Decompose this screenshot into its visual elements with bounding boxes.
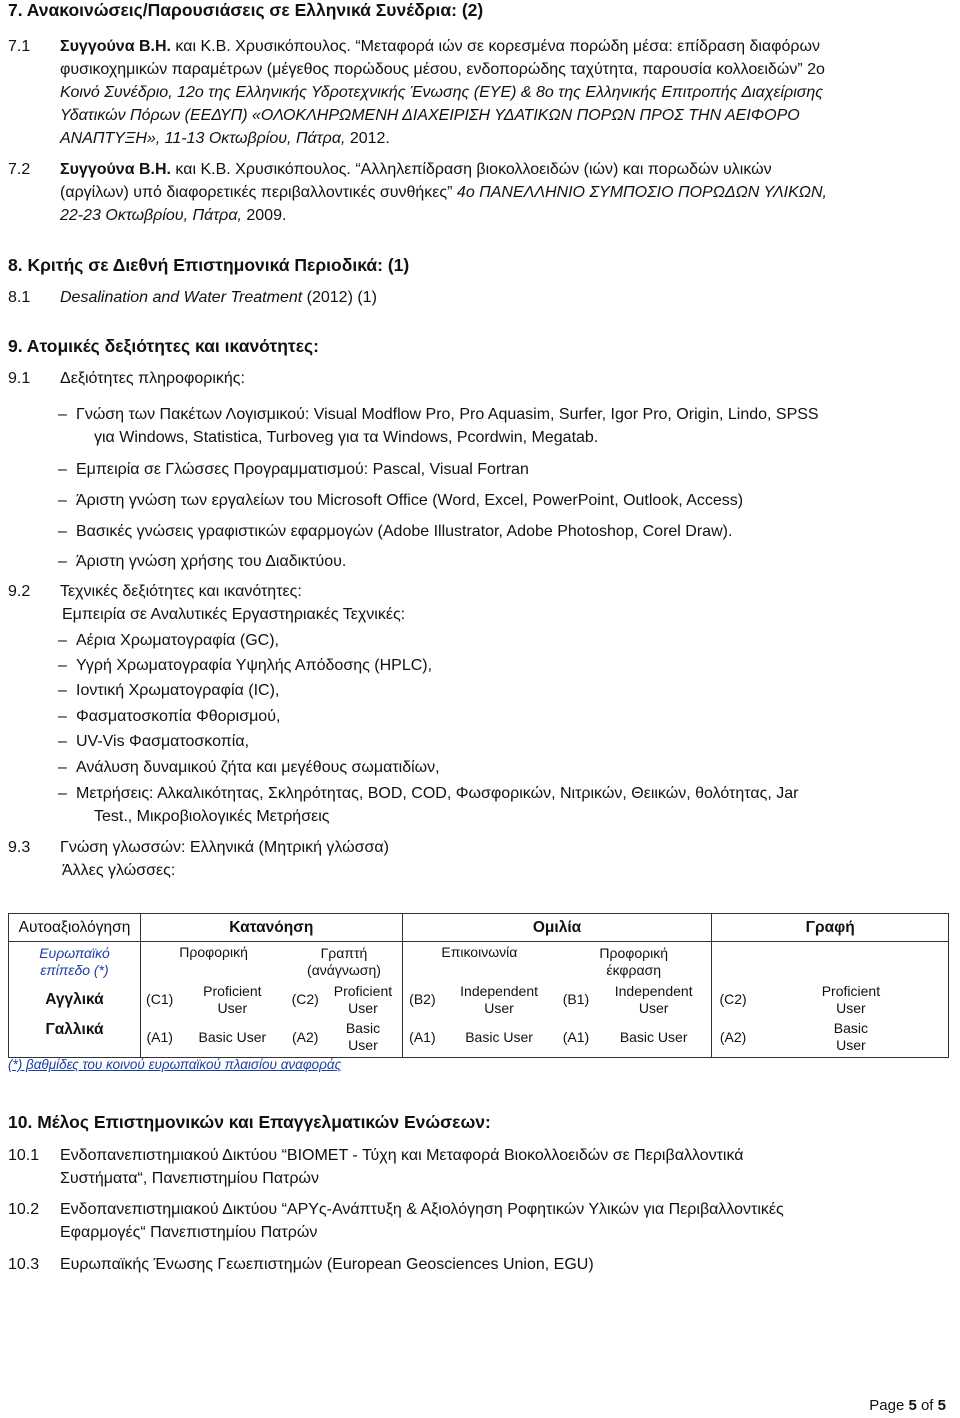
- of-label: of: [916, 1397, 938, 1414]
- item-text: και Κ.Β. Χρυσικόπουλος. “Μεταφορά ιών σε κορεσμένα πορώδη μέσα: επίδραση διαφόρων: [170, 38, 821, 55]
- level-desc-line: User: [348, 999, 378, 1016]
- item-text: 22-23 Οκτωβρίου, Πάτρα,: [60, 207, 242, 224]
- subheader-production: [556, 942, 712, 982]
- technique-text: Υγρή Χρωματογραφία Υψηλής Απόδοσης (HPLC),: [76, 657, 433, 674]
- item-count: (2012) (1): [302, 289, 377, 306]
- level-code: (A1): [556, 1018, 596, 1058]
- level-desc: Basic User: [596, 1018, 712, 1058]
- item-text: Ενδοπανεπιστημιακού Δικτύου “ΑΡΥς-Ανάπτυξη & Αξιολόγηση Ροφητικών Υλικών για Περιβαλλοντικές: [60, 1201, 784, 1218]
- bullet-item: [58, 551, 346, 573]
- technique-text: Αέρια Χρωματογραφία (GC),: [76, 632, 279, 649]
- item-10-2-line-2: Εφαρμογές“ Πανεπιστημίου Πατρών: [60, 1224, 318, 1241]
- bullet-item: [58, 459, 529, 481]
- technique-text: Ιοντική Χρωματογραφία (IC),: [76, 682, 280, 699]
- level-desc: [324, 1018, 402, 1058]
- author-highlight: Συγγούνα Β.Η.: [60, 38, 171, 55]
- level-desc-line: User: [836, 1037, 866, 1054]
- item-number: 8.1: [8, 289, 31, 306]
- dash-bullet-icon: –: [58, 632, 67, 649]
- section-7-title: 7. Ανακοινώσεις/Παρουσιάσεις σε Ελληνικά Συνέδρια: (2): [8, 0, 484, 20]
- level-code: (A2): [712, 1018, 754, 1058]
- level-code: (B1): [562, 991, 590, 1007]
- level-desc: Basic User: [442, 1018, 556, 1058]
- subheader-listening: Προφορική: [179, 944, 248, 960]
- item-7-1-line-4: Υδατικών Πόρων (ΕΕΔΥΠ) «ΟΛΟΚΛΗΡΩΜΕΝΗ ΔΙΑΧΕΙΡΙΣΗ ΥΔΑΤΙΚΩΝ ΠΟΡΩΝ ΠΡΟΣ ΤΗΝ ΑΕΙΦΟΡΟ: [60, 107, 800, 124]
- level-desc-line: Proficient: [821, 982, 881, 999]
- item-10-1-line-2: Συστήματα“, Πανεπιστημίου Πατρών: [60, 1170, 319, 1187]
- item-number: 9.3: [8, 839, 31, 856]
- technique-text: UV-Vis Φασματοσκοπία,: [76, 733, 250, 750]
- header-comprehension: Κατανόηση: [140, 914, 402, 942]
- item-text: Ενδοπανεπιστημιακού Δικτύου “BIOMET - Τύχη και Μεταφορά Βιοκολλοειδών σε Περιβαλλοντικά: [60, 1147, 744, 1164]
- level-desc: [324, 982, 402, 1018]
- bullet-text: Βασικές γνώσεις γραφιστικών εφαρμογών (Adobe Illustrator, Adobe Photoshop, Corel Draw).: [76, 523, 733, 540]
- item-number: 7.1: [8, 38, 31, 55]
- technique-item: [58, 680, 279, 702]
- item-year: 2009.: [241, 207, 287, 224]
- bullet-text: Άριστη γνώση των εργαλείων του Microsoft Office (Word, Excel, PowerPoint, Outlook, Access): [76, 492, 744, 509]
- item-7-1-line-3: Κοινό Συνέδριο, 12ο της Ελληνικής Υδροτεχνικής Ένωσης (ΕΥΕ) & 8ο της Ελληνικής Επιτροπής Διαχείρισης: [60, 84, 824, 101]
- level-desc-line: User: [217, 999, 248, 1016]
- item-text: και Κ.Β. Χρυσικόπουλος. “Αλληλεπίδραση βιοκολλοειδών (ιών) και πορωδών υλικών: [170, 161, 772, 178]
- table-subheader-row: [9, 942, 949, 982]
- page-label: Page: [869, 1397, 909, 1414]
- technique-item: [58, 783, 798, 805]
- level-code: (A1): [140, 1018, 178, 1058]
- author-highlight: Συγγούνα Β.Η.: [60, 161, 171, 178]
- level-desc-line: User: [836, 999, 866, 1016]
- item-9-2-title: [8, 581, 302, 603]
- item-7-2-line-3: [60, 205, 286, 227]
- item-7-2-line-1: [8, 159, 772, 181]
- technique-item: [58, 630, 279, 652]
- level-desc-line: Independent: [460, 982, 538, 999]
- item-7-2-line-2: [60, 182, 827, 204]
- section-8-title: 8. Κριτής σε Διεθνή Επιστημονικά Περιοδικά: (1): [8, 255, 410, 275]
- bullet-item: [58, 404, 819, 426]
- item-text: ΑΝΑΠΤΥΞΗ», 11-13 Οκτωβρίου, Πάτρα,: [60, 130, 346, 147]
- language-skills-table: [8, 913, 949, 1058]
- dash-bullet-icon: –: [58, 733, 67, 750]
- bullet-item: [58, 521, 732, 543]
- language-name: Γαλλικά: [9, 1018, 141, 1058]
- level-desc: [754, 1018, 949, 1058]
- level-desc: [178, 982, 286, 1018]
- item-venue: 4ο ΠΑΝΕΛΛΗΝΙΟ ΣΥΜΠΟΣΙΟ ΠΟΡΩΔΩΝ ΥΛΙΚΩΝ,: [456, 184, 827, 201]
- level-label-line: Ευρωπαϊκό: [39, 944, 110, 961]
- subheader-line: Γραπτή: [320, 944, 368, 961]
- item-year: 2012.: [345, 130, 390, 147]
- item-text: Δεξιότητες πληροφορικής:: [60, 370, 245, 387]
- item-9-2-subtitle: Εμπειρία σε Αναλυτικές Εργαστηριακές Τεχνικές:: [62, 606, 406, 623]
- subheader-reading: [286, 942, 402, 982]
- technique-item: [58, 706, 280, 728]
- header-writing: Γραφή: [712, 914, 949, 942]
- dash-bullet-icon: –: [58, 785, 67, 802]
- item-7-1-line-1: [8, 36, 820, 58]
- dash-bullet-icon: –: [58, 657, 67, 674]
- bullet-text: Γνώση των Πακέτων Λογισμικού: Visual Modflow Pro, Pro Aquasim, Surfer, Igor Pro, Origin, Lindo, SPSS: [76, 406, 819, 423]
- dash-bullet-icon: –: [58, 759, 67, 776]
- level-desc-line: User: [638, 999, 669, 1016]
- european-level-label: [9, 942, 141, 982]
- item-9-1-title: [8, 368, 245, 390]
- level-desc-line: Proficient: [333, 982, 393, 999]
- item-7-1-line-5: [60, 128, 390, 150]
- journal-name: Desalination and Water Treatment: [60, 289, 303, 306]
- level-desc: [596, 982, 712, 1018]
- subheader-line: Προφορική: [599, 944, 668, 961]
- section-9-title: 9. Ατομικές δεξιότητες και ικανότητες:: [8, 336, 319, 356]
- level-code: (A1): [402, 1018, 442, 1058]
- level-desc-line: Basic: [345, 1020, 381, 1037]
- level-desc-line: User: [348, 1037, 378, 1054]
- item-8-1: [8, 287, 377, 309]
- technique-item: [58, 731, 249, 753]
- item-number: 9.1: [8, 370, 31, 387]
- header-self-assessment: Αυτοαξιολόγηση: [9, 914, 141, 942]
- dash-bullet-icon: –: [58, 553, 67, 570]
- item-text: Τεχνικές δεξιότητες και ικανότητες:: [60, 583, 302, 600]
- item-number: 7.2: [8, 161, 31, 178]
- section-10-title: 10. Μέλος Επιστημονικών και Επαγγελματικών Ενώσεων:: [8, 1112, 491, 1132]
- item-text: (αργίλων) υπό διαφορετικές περιβαλλοντικές συνθήκες”: [60, 184, 457, 201]
- item-7-1-line-2: φυσικοχημικών παραμέτρων (μέγεθος πορώδους μέσου, ενδοπορώδης ταχύτητα, παρουσία κολλοειδών” 2ο: [60, 61, 825, 78]
- technique-item: [58, 757, 440, 779]
- level-desc-line: Independent: [614, 982, 693, 999]
- item-number: 10.2: [8, 1201, 40, 1218]
- dash-bullet-icon: –: [58, 461, 67, 478]
- item-text: Γνώση γλωσσών: Ελληνικά (Μητρική γλώσσα): [60, 839, 389, 856]
- language-name: Αγγλικά: [9, 982, 141, 1018]
- dash-bullet-icon: –: [58, 523, 67, 540]
- level-desc-line: Proficient: [203, 982, 262, 999]
- table-row: [9, 1018, 949, 1058]
- bullet-continuation: για Windows, Statistica, Turboveg για τα Windows, Pcordwin, Megatab.: [94, 429, 599, 446]
- dash-bullet-icon: –: [58, 406, 67, 423]
- level-label-line: επίπεδο (*): [40, 961, 109, 978]
- dash-bullet-icon: –: [58, 708, 67, 725]
- item-10-3: [8, 1254, 594, 1276]
- technique-continuation: Test., Μικροβιολογικές Μετρήσεις: [94, 808, 330, 825]
- total-pages: 5: [937, 1397, 946, 1414]
- technique-text: Ανάλυση δυναμικού ζήτα και μεγέθους σωματιδίων,: [76, 759, 440, 776]
- technique-text: Φασματοσκοπία Φθορισμού,: [76, 708, 281, 725]
- current-page: 5: [908, 1397, 917, 1414]
- bullet-item: [58, 490, 743, 512]
- level-code: (B2): [409, 991, 436, 1007]
- subheader-interaction: Επικοινωνία: [441, 944, 518, 960]
- item-9-3-subtitle: Άλλες γλώσσες:: [62, 862, 176, 879]
- subheader-blank: [712, 942, 949, 982]
- level-desc-line: Basic: [833, 1020, 869, 1037]
- level-code: (C1): [146, 991, 174, 1007]
- item-number: 10.1: [8, 1147, 40, 1164]
- subheader-line: (ανάγνωση): [307, 961, 381, 978]
- level-desc-line: User: [484, 999, 514, 1016]
- bullet-text: Άριστη γνώση χρήσης του Διαδικτύου.: [76, 553, 347, 570]
- item-9-3-title: [8, 837, 389, 859]
- level-desc: [442, 982, 556, 1018]
- level-desc: [754, 982, 949, 1018]
- technique-item: [58, 655, 432, 677]
- dash-bullet-icon: –: [58, 492, 67, 509]
- table-header-row: [9, 914, 949, 942]
- level-code: (C2): [719, 991, 747, 1007]
- item-10-2-line-1: [8, 1199, 784, 1221]
- bullet-text: Εμπειρία σε Γλώσσες Προγραμματισμού: Pascal, Visual Fortran: [76, 461, 529, 478]
- header-speaking: Ομιλία: [402, 914, 712, 942]
- item-10-1-line-1: [8, 1145, 744, 1167]
- item-text: Ευρωπαϊκής Ένωσης Γεωεπιστημών (European Geosciences Union, EGU): [60, 1256, 594, 1273]
- item-number: 9.2: [8, 583, 31, 600]
- subheader-line: έκφραση: [606, 961, 661, 978]
- table-footnote-link[interactable]: (*) βαθμίδες του κοινού ευρωπαϊκού πλαισίου αναφοράς: [8, 1057, 342, 1072]
- page-number: [869, 1397, 946, 1414]
- table-row: [9, 982, 949, 1018]
- dash-bullet-icon: –: [58, 682, 67, 699]
- level-code: (A2): [286, 1018, 324, 1058]
- technique-text: Μετρήσεις: Αλκαλικότητας, Σκληρότητας, BOD, COD, Φωσφορικών, Νιτρικών, Θειικών, θολότητας, Jar: [76, 785, 799, 802]
- item-number: 10.3: [8, 1256, 40, 1273]
- level-code: (C2): [291, 991, 319, 1007]
- level-desc: Basic User: [178, 1018, 286, 1058]
